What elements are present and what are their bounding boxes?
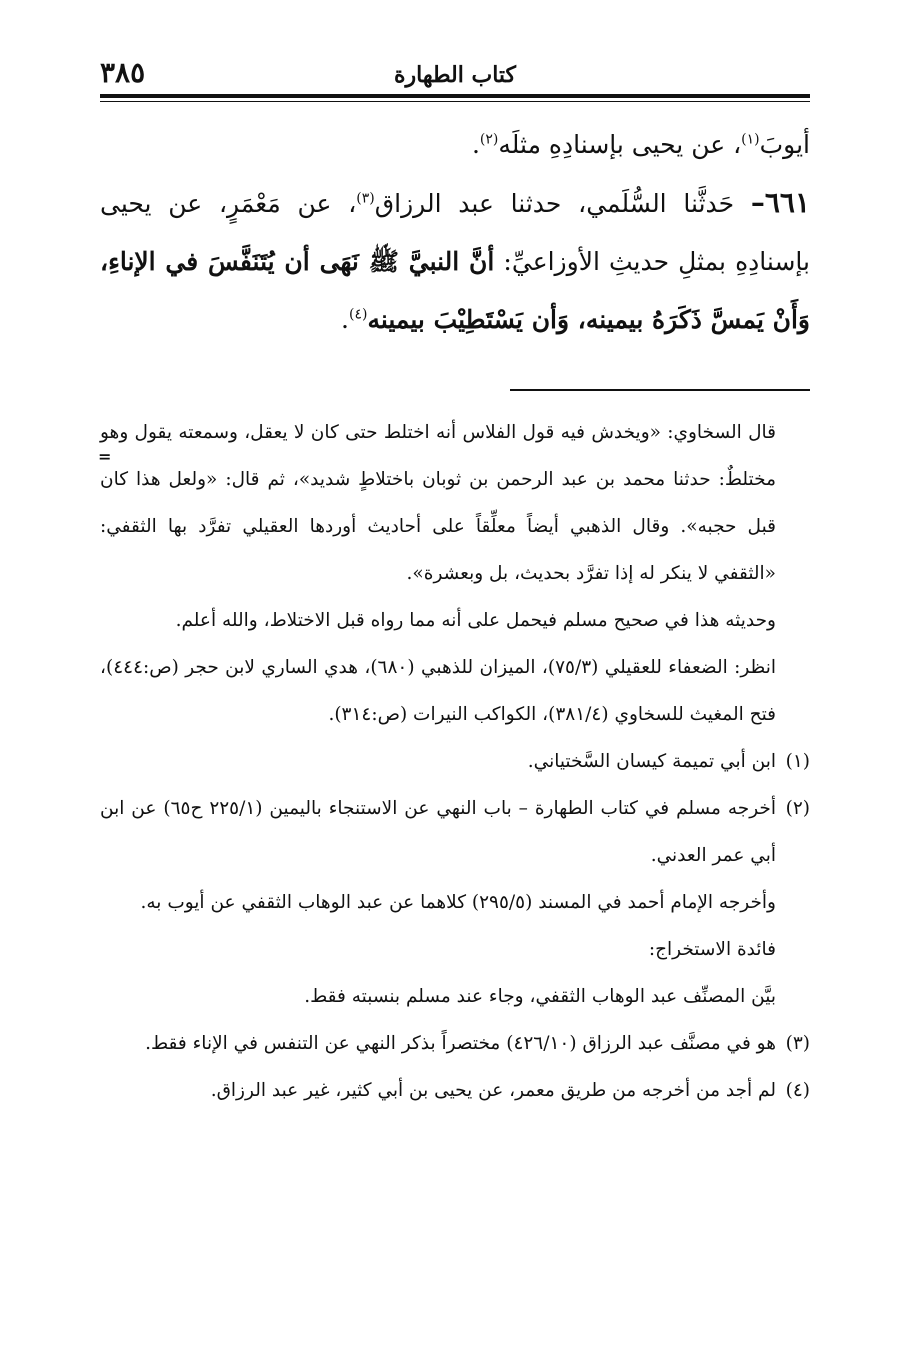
footnote-3 xyxy=(100,1020,810,1067)
footnote-1 xyxy=(100,738,810,785)
footnote-ref-2[interactable]: (٢) xyxy=(479,131,499,148)
footnote-2-paragraph: وأخرجه الإمام أحمد في المسند (٢٩٥/٥) كلاهما عن عبد الوهاب الثقفي عن أيوب به. xyxy=(140,892,776,913)
header-rule-thick xyxy=(100,94,810,98)
continued-footnote-paragraph: انظر: الضعفاء للعقيلي (٧٥/٣)، الميزان للذهبي (٦٨٠)، هدي الساري لابن حجر (ص:٤٤٤)، فتح المغيث للسخاوي (٣٨١/٤)، الكواكب النيرات (ص:٣١٤). xyxy=(100,657,777,725)
main-text-fragment: ، عن يحيى بإسنادِهِ مثلَه xyxy=(498,130,742,159)
running-title: كتاب الطهارة xyxy=(393,62,517,88)
hadith-number: ٦٦١– xyxy=(750,186,810,219)
hadith-paragraph xyxy=(100,174,810,349)
continued-footnote-paragraph: وحديثه هذا في صحيح مسلم فيحمل على أنه مما رواه قبل الاختلاط، والله أعلم. xyxy=(175,610,776,631)
footnotes xyxy=(100,409,810,1114)
footnote-ref-4[interactable]: (٤) xyxy=(348,306,368,323)
footnote-2-text: أخرجه مسلم في كتاب الطهارة – باب النهي عن الاستنجاء باليمين (٢٢٥/١ ح٦٥) عن ابن أبي عمر العدني. xyxy=(100,798,776,866)
footnote-4-mark: (٤) xyxy=(785,1080,810,1101)
main-text xyxy=(100,116,810,349)
footnote-4 xyxy=(100,1067,810,1114)
main-text-fragment: . xyxy=(471,130,480,159)
footnote-2-mark: (٢) xyxy=(785,798,810,819)
book-page xyxy=(100,52,810,1114)
footnote-2-paragraph: بيَّن المصنِّف عبد الوهاب الثقفي، وجاء عند مسلم بنسبته فقط. xyxy=(304,986,776,1007)
main-line-1 xyxy=(100,116,810,174)
running-header xyxy=(100,52,810,92)
footnote-ref-3[interactable]: (٣) xyxy=(356,190,375,207)
footnote-4-text: لم أجد من أخرجه من طريق معمر، عن يحيى بن أبي كثير، غير عبد الرزاق. xyxy=(210,1080,776,1101)
footnote-3-text: هو في مصنَّف عبد الرزاق (٤٢٦/١٠) مختصراً بذكر النهي عن التنفس في الإناء فقط. xyxy=(145,1033,776,1054)
footnote-1-text: ابن أبي تميمة كيسان السَّختياني. xyxy=(527,751,776,772)
footnote-2-paragraph: فائدة الاستخراج: xyxy=(648,939,776,960)
footnote-2 xyxy=(100,785,810,879)
main-text-fragment: . xyxy=(341,305,349,334)
hadith-chain: ، عن مَعْمَرٍ، عن يحيى بإسنادِهِ بمثلِ حديثِ الأوزاعيِّ: xyxy=(100,189,810,276)
header-rule-thin xyxy=(100,101,810,102)
page-number: ٣٨٥ xyxy=(100,56,146,89)
footnote-ref-1[interactable]: (١) xyxy=(741,131,760,148)
main-text-fragment: أيوبَ xyxy=(759,130,810,159)
footnote-divider xyxy=(510,389,810,391)
continued-footnote-paragraph: قال السخاوي: «ويخدش فيه قول الفلاس أنه اختلط حتى كان لا يعقل، وسمعته يقول وهو مختلطٌ: حدثنا محمد بن عبد الرحمن بن ثوبان باختلاطٍ شديد»، ثم قال: «ولعل هذا كان قبل حجبه». وقال الذهبي أيضاً معلِّقاً على أحاديث أوردها العقيلي تفرَّد بها الثقفي: «الثقفي لا ينكر له إذا تفرَّد بحديث، بل وبعشرة». xyxy=(100,422,776,584)
footnote-3-mark: (٣) xyxy=(785,1033,810,1054)
hadith-text: أنَّ النبيَّ ﷺ نَهَى أن يُتَنَفَّسَ في الإناءِ، وَأَنْ يَمسَّ ذَكَرَهُ بيمينه، وَأن يَسْتَطِيْبَ بيمينه xyxy=(100,247,810,334)
hadith-chain: حَدثَّنا السُّلَمي، حدثنا عبد الرزاق xyxy=(374,189,751,218)
footnote-1-mark: (١) xyxy=(785,751,810,772)
continued-footnote-marker: = xyxy=(98,447,112,466)
